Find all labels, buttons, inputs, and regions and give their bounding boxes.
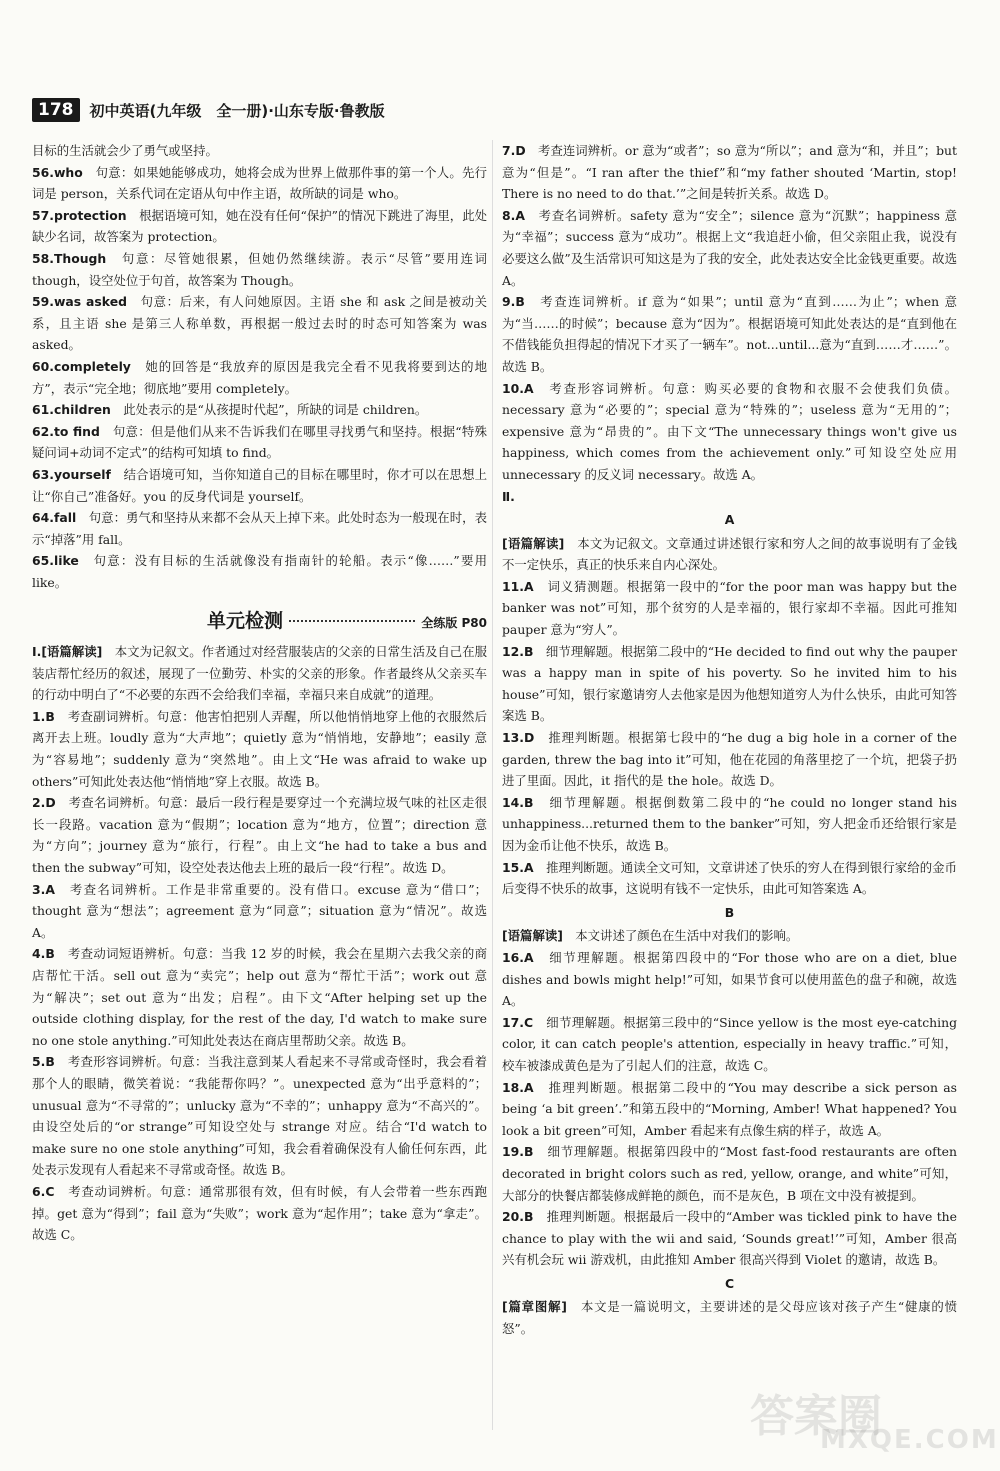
answer-number: 7.D <box>502 143 526 158</box>
answer-explanation: 根据语境可知，她在没有任何“保护”的情况下跳进了海里，此处缺少名词，故答案为 protection。 <box>32 207 487 245</box>
answer-item <box>32 162 487 205</box>
passage-label-c: C <box>724 1275 735 1291</box>
answer-item <box>502 641 957 727</box>
section-header <box>32 611 487 635</box>
answer-explanation: 结合语境可知，当你知道自己的目标在哪里时，你才可以在思想上让“你自己”准备好。you 的反身代词是 yourself。 <box>32 466 487 504</box>
answer-item <box>32 356 487 399</box>
answer-explanation: 词义猜测题。根据第一段中的“for the poor man was happy but the banker was not”可知，那个贫穷的人是幸福的，银行家却不幸福。因此可推知 pauper 意为“穷人”。 <box>502 578 957 638</box>
answer-explanation: 她的回答是“我放弃的原因是我完全看不见我将要到达的地方”，表示“完全地；彻底地”要用 completely。 <box>32 358 487 396</box>
answer-explanation: 细节理解题。根据第二段中的“He decided to find out why the pauper was a happy man in spite of his poverty. So he invited him to his house”可知，银行家邀请穷人去他家是因为他想知道穷人为什么快乐，由此可知答案选 B。 <box>502 643 957 724</box>
answer-item <box>32 550 487 593</box>
answer-explanation: 考查名词辨析。句意：最后一段行程是要穿过一个充满垃圾气味的社区走很长一段路。vacation 意为“假期”；location 意为“地方，位置”；direction 意为“方向”；journey 意为“旅行，行程”。由上文“he had to take a bus and then the subway”可知，设空处表达他去上班的最后一段“行程”。故选 D。 <box>32 795 487 875</box>
answer-explanation: 句意：勇气和坚持从来都不会从天上掉下来。此处时态为一般现在时，表示“掉落”用 fall。 <box>32 510 487 547</box>
answer-item <box>502 947 957 1012</box>
answer-explanation: 考查副词辨析。句意：他害怕把别人弄醒，所以他悄悄地穿上他的衣服然后离开去上班。loudly 意为“大声地”；quietly 意为“悄悄地，安静地”；easily 意为“容易地”；suddenly 意为“突然地”。由上文“He was afraid to wake up others”可知此处表达他“悄悄地”穿上衣服。故选 B。 <box>32 708 487 789</box>
passage-label-b: B <box>724 904 735 920</box>
answer-item <box>502 925 957 947</box>
answer-number: Ⅰ.[语篇解读] <box>32 644 103 660</box>
answer-number: 3.A <box>32 881 55 897</box>
section-title: 单元检测 <box>207 610 284 633</box>
part-label: Ⅱ. <box>502 488 515 504</box>
answer-explanation: 考查形容词辨析。句意：当我注意到某人看起来不寻常或奇怪时，我会看着那个人的眼睛，微笑着说：“我能帮你吗？”。unexpected 意为“出乎意料的”；unusual 意为“不寻常的”；unlucky 意为“不幸的”；unhappy 意为“不高兴的”。由设空处后的“or strange”可知设空处与 strange 对应。结合“I'd watch to make sure no one stole anything”可知，我会看着确保没有人偷任何东西，此处表示发现有人看起来不寻常或奇怪。故选 B。 <box>32 1054 487 1178</box>
answer-number: 16.A <box>502 949 534 965</box>
watermark-url: MXQE.COM <box>820 1425 999 1455</box>
answer-item <box>32 943 487 1051</box>
answer-item <box>32 641 487 706</box>
answer-number: 60.completely <box>32 358 131 374</box>
answer-item <box>502 140 957 205</box>
answer-explanation: 细节理解题。根据倒数第二段中的“he could no longer stand his unhappiness...returned them to the banker”可知，穷人把金币还给银行家是因为金币让他不快乐，故选 B。 <box>502 794 957 853</box>
right-column <box>502 140 957 1340</box>
answer-item <box>32 1051 487 1181</box>
answer-item <box>502 1296 957 1339</box>
answer-number: 13.D <box>502 730 535 746</box>
answer-explanation: 考查名词辨析。safety 意为“安全”；silence 意为“沉默”；happiness 意为“幸福”；success 意为“成功”。根据上文“我追赶小偷，但父亲阻止我，说没有必要这么做”及生活常识可知这是为了我的安全，此处表达安全比金钱更重要。故选 A。 <box>502 207 957 288</box>
answer-number: 14.B <box>502 794 534 810</box>
left-column <box>32 140 487 1246</box>
answer-number: 8.A <box>502 207 525 223</box>
answer-number: 9.B <box>502 294 525 310</box>
answer-explanation: 细节理解题。根据第四段中的“Most fast-food restaurants are often decorated in bright colors such as red, yellow, orange, and white”可知，大部分的快餐店都装修成鲜艳的颜色，而不是灰色，B 项在文中没有被提到。 <box>502 1144 957 1203</box>
answer-number: [语篇解读] <box>502 535 565 551</box>
answer-number: 10.A <box>502 380 534 396</box>
answer-number: 17.C <box>502 1014 534 1030</box>
answer-explanation: 本文讲述了颜色在生活中对我们的影响。 <box>562 928 799 944</box>
answer-item <box>502 205 957 291</box>
answer-explanation: 此处表示的是“从孩提时代起”，所缺的词是 children。 <box>110 402 428 418</box>
answer-explanation: 考查连词辨析。or 意为“或者”；so 意为“所以”；and 意为“和，并且”；but 意为“但是”。“I ran after the thief”和“my father shouted ‘Martin, stop! There is no need to do that.’”之间是转折关系。故选 D。 <box>502 143 957 202</box>
answer-explanation: 细节理解题。根据第三段中的“Since yellow is the most eye-catching color, it can catch people's attention, especially in heavy traffic.”可知，校车被漆成黄色是为了引起人们的注意，故选 C。 <box>502 1014 957 1073</box>
section-page-ref: 全练版 P80 <box>421 616 487 631</box>
answer-number: 58.Though <box>32 250 107 266</box>
answer-explanation: 推理判断题。根据第七段中的“he dug a big hole in a corner of the garden, threw the bag into it”可知，他在花园的角落里挖了一个坑，把袋子扔进了里面。因此，it 指代的是 the hole。故选 D。 <box>502 730 957 789</box>
answer-explanation: 推理判断题。根据第二段中的“You may describe a sick person as being ‘a bit green’.”和第五段中的“Morning, Amber! What happened? You look a bit green”可知，Amber 看起来有点像生病的样子，故选 A。 <box>502 1079 957 1138</box>
answer-item <box>32 291 487 356</box>
book-title: 初中英语(九年级 全一册)·山东专版·鲁教版 <box>89 101 385 120</box>
answer-item <box>32 140 487 162</box>
answer-item <box>32 464 487 507</box>
answer-list-right <box>502 140 957 486</box>
answer-item <box>502 533 957 576</box>
page-header <box>32 96 972 124</box>
answer-number: 15.A <box>502 859 534 875</box>
answer-number: [篇章图解] <box>502 1299 567 1315</box>
answer-item <box>32 706 487 792</box>
answer-number: 18.A <box>502 1079 534 1095</box>
answer-number: 11.A <box>502 578 534 594</box>
answer-number: 6.C <box>32 1183 55 1199</box>
answer-item <box>502 1141 957 1206</box>
answer-number: 5.B <box>32 1054 55 1070</box>
answer-item <box>502 1012 957 1077</box>
answer-item <box>502 378 957 486</box>
answer-number: 57.protection <box>32 207 127 223</box>
answer-explanation: 本文为记叙文。文章通过讲述银行家和穷人之间的故事说明有了金钱不一定快乐，真正的快乐来自内心深处。 <box>502 535 958 573</box>
answer-list-passage-b <box>502 925 957 1271</box>
answer-explanation: 考查形容词辨析。句意：购买必要的食物和衣服不会使我们负债。necessary 意为“必要的”；special 意为“特殊的”；useless 意为“无用的”；expensive 意为“昂贵的”。由下文“The unnecessary things won't give us happiness, which comes from the achievement only.”可知设空处应用 unnecessary 的反义词 necessary。故选 A。 <box>502 380 957 482</box>
answer-explanation: 考查动词短语辨析。句意：当我 12 岁的时候，我会在星期六去我父亲的商店帮忙干活。sell out 意为“卖完”；help out 意为“帮忙干活”；work out 意为“解决”；set out 意为“出发；启程”。由下文“After helping set up the outside clothing display, for the rest of the day, I'd watch to make sure no one stole anything.”可知此处表达在商店里帮助父亲。故选 B。 <box>32 946 487 1048</box>
answer-item <box>502 1077 957 1142</box>
answer-explanation: 目标的生活就会少了勇气或坚持。 <box>32 143 218 158</box>
answer-item <box>502 291 957 377</box>
answer-explanation: 句意：但是他们从来不告诉我们在哪里寻找勇气和坚持。根据“特殊疑问词+动词不定式”的结构可知填 to find。 <box>32 423 487 461</box>
answer-item <box>502 576 957 641</box>
answer-item <box>502 792 957 857</box>
answer-number: 56.who <box>32 164 83 180</box>
answer-item <box>32 399 487 421</box>
answer-item <box>32 792 487 878</box>
answer-item <box>502 857 957 900</box>
answer-explanation: 考查动词辨析。句意：通常那很有效，但有时候，有人会带着一些东西跑掉。get 意为“得到”；fail 意为“失败”；work 意为“起作用”；take 意为“拿走”。故选 C。 <box>32 1183 487 1243</box>
watermark-logo: 答案圈 <box>750 1391 882 1442</box>
column-divider <box>492 140 493 1430</box>
answer-explanation: 推理判断题。根据最后一段中的“Amber was tickled pink to have the chance to play with the wii and said, ‘Sounds great!’”可知，Amber 很高兴有机会玩 wii 游戏机，由此推知 Amber 很高兴得到 Violet 的邀请，故选 B。 <box>502 1209 957 1268</box>
answer-item <box>502 727 957 792</box>
answer-explanation: 考查名词辨析。工作是非常重要的。没有借口。excuse 意为“借口”；thought 意为“想法”；agreement 意为“同意”；situation 意为“情况”。故选 A。 <box>32 881 487 940</box>
answer-list-passage-a <box>502 533 957 900</box>
answer-number: 2.D <box>32 795 56 811</box>
answer-list-left <box>32 140 487 593</box>
answer-number: 20.B <box>502 1209 534 1225</box>
passage-label-a: A <box>724 512 735 528</box>
answer-item <box>32 507 487 550</box>
answer-list-passage-c <box>502 1296 957 1339</box>
answer-number: [语篇解读] <box>502 928 563 944</box>
answer-number: 19.B <box>502 1144 534 1160</box>
answer-number: 62.to find <box>32 423 100 439</box>
answer-item <box>32 879 487 944</box>
answer-item <box>502 1206 957 1271</box>
answer-explanation: 句意：如果她能够成功，她将会成为世界上做那件事的第一个人。先行词是 person，关系代词在定语从句中作主语，故所缺的词是 who。 <box>32 164 487 202</box>
answer-item <box>32 421 487 464</box>
answer-number: 12.B <box>502 643 534 659</box>
answer-item <box>32 248 487 291</box>
answer-explanation: 推理判断题。通读全文可知，文章讲述了快乐的穷人在得到银行家给的金币后变得不快乐的故事，这说明有钱不一定快乐，由此可知答案选 A。 <box>502 859 957 897</box>
answer-number: 1.B <box>32 708 55 724</box>
answer-number: 61.children <box>32 402 111 418</box>
answer-list-left-unit <box>32 641 487 1246</box>
answer-explanation: 句意：尽管她很累，但她仍然继续游。表示“尽管”要用连词 though，设空处位于句首，故答案为 Though。 <box>32 250 487 288</box>
answer-number: 64.fall <box>32 510 77 526</box>
answer-explanation: 句意：后来，有人问她原因。主语 she 和 ask 之间是被动关系，且主语 she 是第三人称单数，再根据一般过去时的时态可知答案为 was asked。 <box>32 294 487 353</box>
answer-explanation: 考查连词辨析。if 意为“如果”；until 意为“直到……为止”；when 意为“当……的时候”；because 意为“因为”。根据语境可知此处表达的是“直到他在不借钱能负担得起的情况下才买了一辆车”。not...until...意为“直到……才……”。故选 B。 <box>502 294 957 374</box>
answer-explanation: 本文是一篇说明文，主要讲述的是父母应该对孩子产生“健康的愤怒”。 <box>502 1299 957 1337</box>
answer-explanation: 细节理解题。根据第四段中的“For those who are on a diet, blue dishes and bowls might help!”可知，如果节食可以使用蓝色的盘子和碗，故选 A。 <box>502 949 957 1009</box>
page-number: 178 <box>32 98 80 122</box>
answer-number: 4.B <box>32 946 55 962</box>
answer-number: 59.was asked <box>32 294 127 310</box>
answer-item <box>32 1181 487 1246</box>
answer-explanation: 句意：没有目标的生活就像没有指南针的轮船。表示“像……”要用 like。 <box>32 553 487 590</box>
section-leader-dots <box>289 619 415 622</box>
answer-item <box>32 205 487 248</box>
answer-number: 65.like <box>32 553 79 569</box>
answer-explanation: 本文为记叙文。作者通过对经营服装店的父亲的日常生活及自己在服装店帮忙经历的叙述，展现了一位勤劳、朴实的父亲的形象。作者最终从父亲买车的行动中明白了“不必要的东西不会给我们幸福，幸福只来自成就”的道理。 <box>32 644 487 703</box>
answer-number: 63.yourself <box>32 466 111 482</box>
